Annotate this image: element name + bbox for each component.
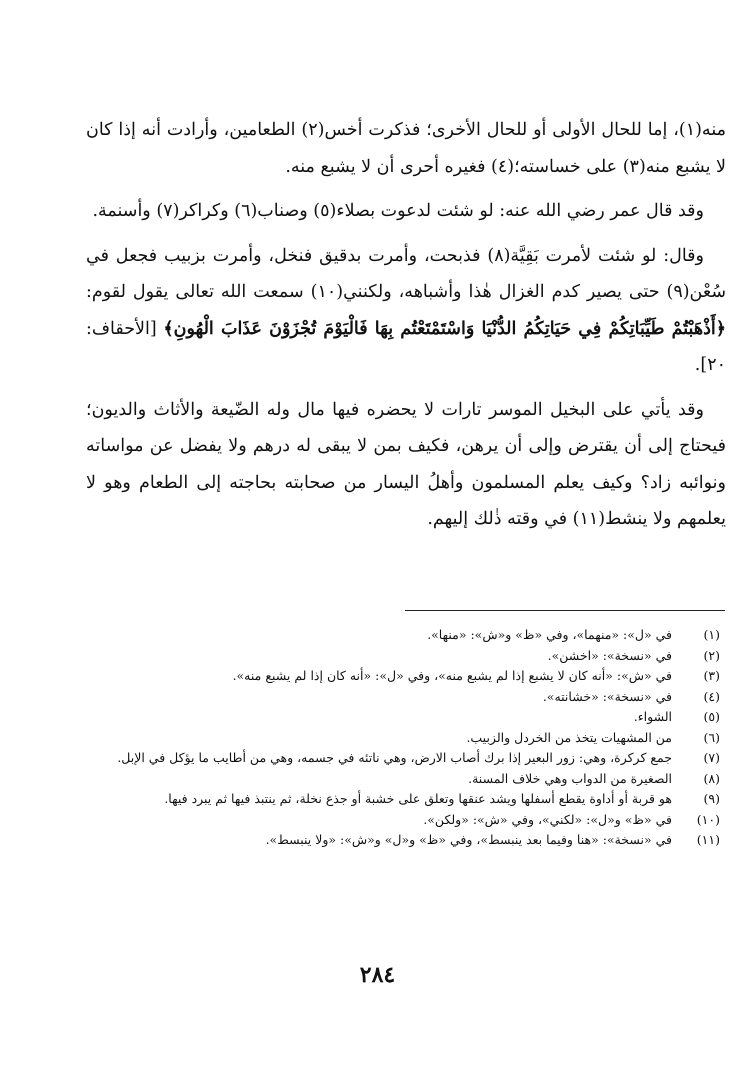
footnote-divider — [405, 610, 725, 611]
footnote-item — [88, 748, 720, 769]
footnote-item — [88, 707, 720, 728]
paragraph-2 — [86, 193, 726, 230]
footnote-item — [88, 666, 720, 687]
footnote-number: (٥) — [703, 709, 720, 724]
footnote-text: في «ل»: «منهما»، وفي «ظ» و«ش»: «منها». — [427, 627, 672, 642]
footnote-text: في «نسخة»: «اخشن». — [547, 647, 672, 663]
page-number: ٢٨٤ — [359, 962, 396, 988]
paragraph-4 — [86, 392, 726, 538]
footnote-item — [88, 769, 720, 790]
paragraph-2-text: وقد قال عمر رضي الله عنه: لو شئت لدعوت بصلاء(٥) وصناب(٦) وكراكر(٧) وأسنمة. — [92, 201, 704, 221]
footnote-number: (٨) — [703, 770, 720, 786]
footnote-number: (١١) — [696, 832, 720, 847]
paragraph-1-text: منه(١)، إما للحال الأولى أو للحال الأخرى؛ فذكرت أخس(٢) الطعامين، وأرادت أنه إذا كان لا يشبع منه(٣) على خساسته؛(٤) فغيره أحرى أن لا يشبع منه. — [86, 120, 726, 177]
footnote-item — [88, 646, 720, 667]
footnote-item — [88, 728, 720, 749]
paragraph-3-text: وقال: لو شئت لأمرت بَقِيَّة(٨) فذبحت، وأمرت بدقيق فنخل، وأمرت بزبيب فجعل في سُعْن(٩) حتى يصير كدم الغزال هٰذا وأشباهه، ولكنني(١٠) سمعت الله تعالى يقول لقوم: — [86, 245, 726, 302]
footnote-text: هو قربة أو أداوة يقطع أسفلها ويشد عنقها وتعلق على خشبة أو جذع نخلة، ثم ينتبذ فيها ثم يبرد فيها. — [164, 791, 672, 806]
footnote-text: الشواء. — [633, 709, 672, 724]
footnote-number: (٧) — [703, 750, 720, 765]
footnote-item — [88, 830, 720, 851]
footnote-number: (٦) — [703, 729, 720, 745]
footnote-item — [88, 810, 720, 831]
footnote-item — [88, 789, 720, 810]
footnote-number: (١٠) — [696, 811, 720, 827]
main-text — [86, 112, 726, 546]
footnote-number: (٢) — [703, 647, 720, 663]
footnote-text: جمع كركرة، وهي: زور البعير إذا برك أصاب الارض، وهي ناتئه في جسمه، وهي من أطايب ما يؤكل في الإبل. — [117, 750, 672, 765]
footnote-item — [88, 687, 720, 708]
quran-verse: ﴿أَذْهَبْتُمْ طَيِّبَاتِكُمْ فِي حَيَاتِكُمُ الدُّنْيَا وَاسْتَمْتَعْتُم بِهَا فَالْيَوْمَ تُجْزَوْنَ عَذَابَ الْهُونِ﴾ — [163, 318, 726, 339]
footnote-number: (٤) — [703, 688, 720, 704]
footnote-text: في «نسخة»: «خشانته». — [542, 688, 672, 704]
paragraph-1 — [86, 112, 726, 185]
footnotes-list — [88, 625, 720, 851]
footnote-item — [88, 625, 720, 646]
footnote-text: الصغيرة من الدواب وهي خلاف المسنة. — [468, 770, 672, 786]
paragraph-3 — [86, 238, 726, 384]
footnote-number: (٣) — [703, 668, 720, 683]
footnote-text: في «ظ» و«ل»: «لكني»، وفي «ش»: «ولكن». — [423, 811, 672, 827]
footnote-number: (١) — [703, 627, 720, 642]
footnote-number: (٩) — [703, 791, 720, 806]
footnote-text: في «ش»: «أنه كان لا يشبع إذا لم يشبع منه»، وفي «ل»: «أنه كان إذا لم يشبع منه». — [232, 668, 672, 683]
paragraph-4-text: وقد يأتي على البخيل الموسر تارات لا يحضره فيها مال وله الضّيعة والأثاث والديون؛ فيحتاج إلى أن يقترض وإلى أن يرهن، فكيف بمن لا يبقى له درهم ولا يفضل عن مواساته ونوائبه زاد؟ وكيف يعلم المسلمون وأهلُ اليسار من صحابته بحاجته إلى الطعام وهو لا يعلمهم ولا ينشط(١١) في وقته ذٰلك إليهم. — [86, 399, 726, 529]
footnote-text: من المشهيات يتخذ من الخردل والزبيب. — [466, 729, 672, 745]
footnote-text: في «نسخة»: «هنا وفيما بعد ينبسط»، وفي «ظ» و«ل» و«ش»: «ولا ينبسط». — [265, 832, 672, 847]
verse-citation: [الأحقاف: ٢٠]. — [86, 318, 726, 375]
